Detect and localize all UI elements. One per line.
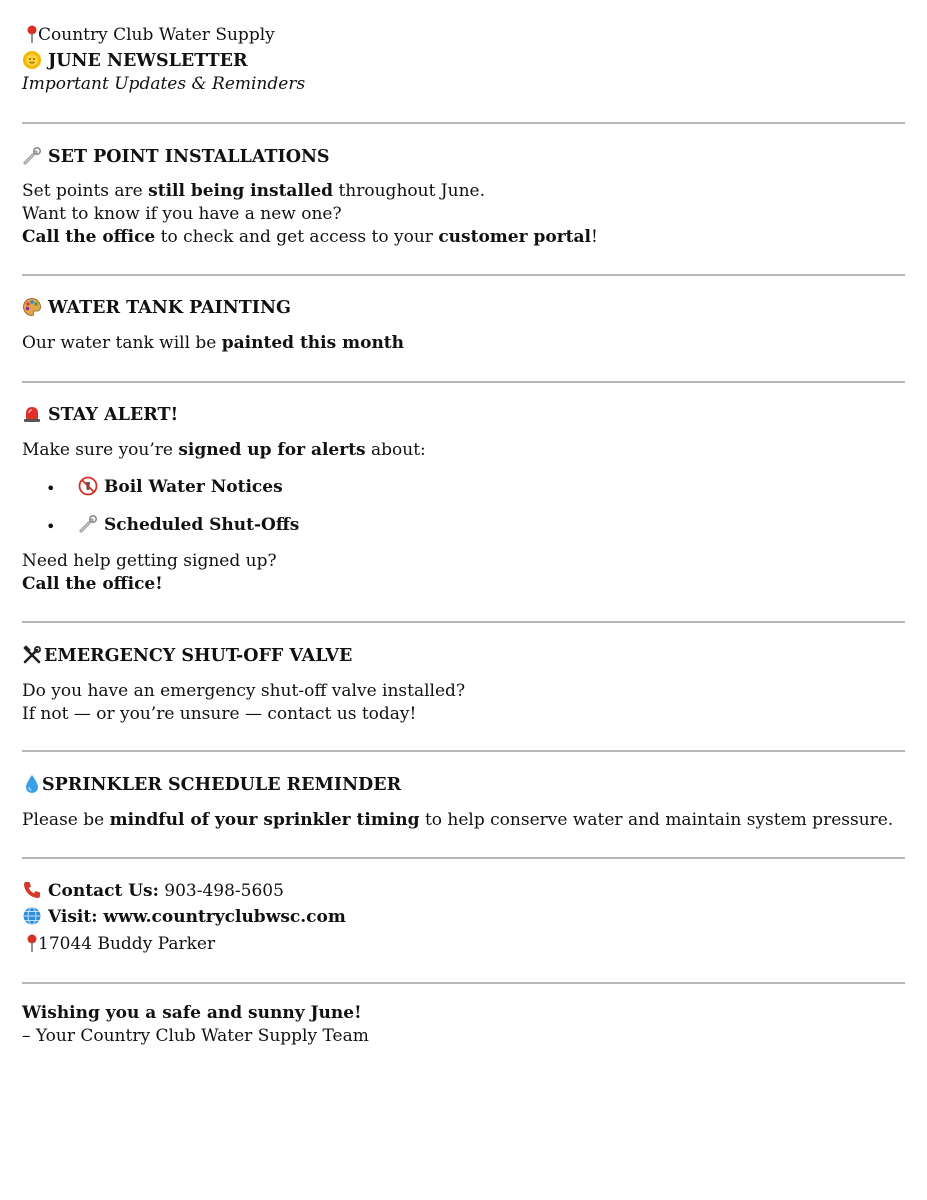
valve-title: EMERGENCY SHUT-OFF VALVE <box>44 646 353 666</box>
text: ! <box>590 227 598 247</box>
divider <box>22 750 905 752</box>
siren-icon <box>22 404 42 424</box>
wrench-icon <box>22 146 42 166</box>
sprinkler-line-1 <box>22 809 905 832</box>
set-point-title: SET POINT INSTALLATIONS <box>48 147 330 167</box>
hammer-wrench-icon <box>22 645 39 665</box>
tank-line-1 <box>22 332 905 355</box>
text: to check and get access to your <box>155 227 439 247</box>
list-item <box>78 514 299 537</box>
map-pin-icon <box>22 933 34 953</box>
text: Set points are <box>22 181 149 201</box>
list-item-label: Scheduled Shut-Offs <box>104 515 300 535</box>
emphasis: mindful of your sprinkler timing <box>109 810 420 830</box>
alert-title: STAY ALERT! <box>48 405 179 425</box>
newsletter-subtitle: Important Updates & Reminders <box>22 74 306 94</box>
contact-phone-line <box>22 880 905 903</box>
alert-heading <box>22 403 905 427</box>
phone-label: Contact Us: <box>48 881 159 901</box>
divider <box>22 621 905 623</box>
divider <box>22 274 905 276</box>
contact-website-line <box>22 906 905 929</box>
divider <box>22 381 905 383</box>
wrench-icon <box>78 514 98 534</box>
phone-icon <box>22 880 42 900</box>
set-point-line-2: Want to know if you have a new one? <box>22 204 342 224</box>
text: to help conserve water and maintain system pressure. <box>419 810 894 830</box>
sprinkler-title: SPRINKLER SCHEDULE REMINDER <box>42 775 402 795</box>
set-point-heading <box>22 145 905 169</box>
valve-line-2: If not — or you’re unsure — contact us today! <box>22 704 417 724</box>
text: Please be <box>22 810 110 830</box>
text: Make sure you’re <box>22 440 179 460</box>
text: about: <box>365 440 426 460</box>
visit-label: Visit: <box>48 907 98 927</box>
text: throughout June. <box>333 181 485 201</box>
closing-line-1: Wishing you a safe and sunny June! <box>22 1003 362 1023</box>
divider <box>22 857 905 859</box>
bullet: • <box>46 479 56 498</box>
sun-icon <box>22 50 42 70</box>
set-point-line-1 <box>22 180 905 203</box>
divider <box>22 982 905 984</box>
emphasis: still being installed <box>148 181 334 201</box>
alert-line-2: Need help getting signed up? <box>22 551 277 571</box>
no-drinking-water-icon <box>78 476 98 496</box>
address: 17044 Buddy Parker <box>38 934 216 954</box>
palette-icon <box>22 297 42 317</box>
globe-icon <box>22 906 42 926</box>
set-point-line-3 <box>22 226 905 249</box>
valve-heading <box>22 644 905 668</box>
sprinkler-heading <box>22 773 905 797</box>
list-item <box>78 476 283 499</box>
newsletter-title-line <box>22 49 905 73</box>
phone-number: 903-498-5605 <box>158 881 284 901</box>
valve-line-1: Do you have an emergency shut-off valve installed? <box>22 681 466 701</box>
closing-line-2: – Your Country Club Water Supply Team <box>22 1026 369 1046</box>
org-name: Country Club Water Supply <box>38 25 275 45</box>
org-name-line <box>22 24 905 47</box>
list-item-label: Boil Water Notices <box>104 477 283 497</box>
bullet: • <box>46 517 56 536</box>
emphasis: painted this month <box>221 333 405 353</box>
map-pin-icon <box>22 24 34 44</box>
tank-heading <box>22 296 905 320</box>
newsletter-title: JUNE NEWSLETTER <box>48 51 248 71</box>
tank-title: WATER TANK PAINTING <box>48 298 291 318</box>
water-drop-icon <box>22 774 37 794</box>
alert-line-1 <box>22 439 905 462</box>
contact-address-line <box>22 933 905 956</box>
emphasis: Call the office <box>22 227 156 247</box>
emphasis: signed up for alerts <box>178 440 366 460</box>
alert-line-3: Call the office! <box>22 574 163 594</box>
website-link[interactable]: www.countryclubwsc.com <box>97 907 346 927</box>
divider <box>22 122 905 124</box>
text: Our water tank will be <box>22 333 222 353</box>
emphasis: customer portal <box>438 227 591 247</box>
